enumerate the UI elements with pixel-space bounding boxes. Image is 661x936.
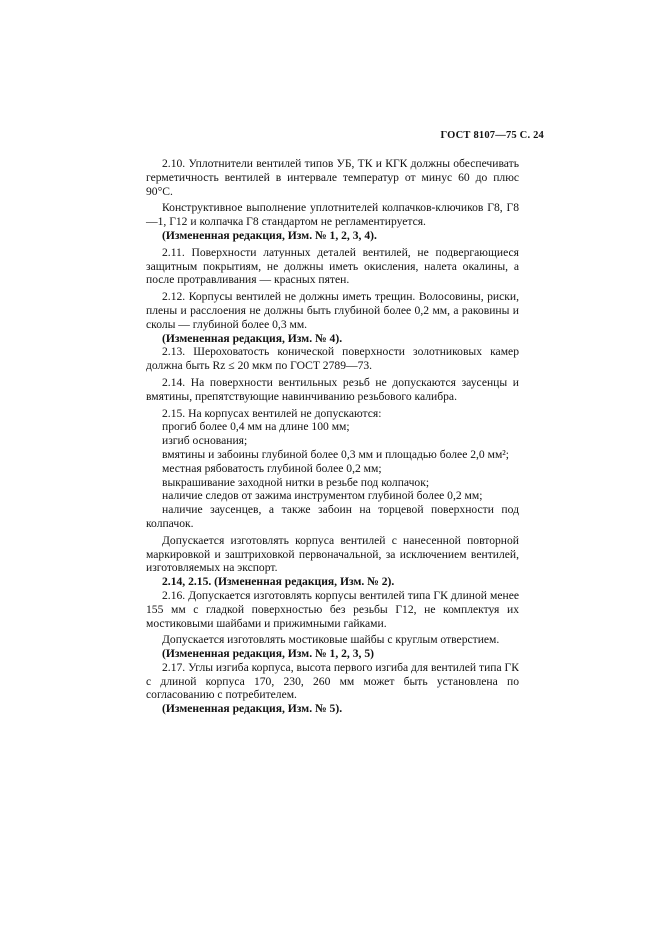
paragraph: Допускается изготовлять мостиковые шайбы с круглым отверстием. bbox=[162, 633, 500, 647]
list-item: вмятины и забоины глубиной более 0,3 мм и площадью более 2,0 мм²; bbox=[162, 447, 510, 461]
amendment-note: 2.14, 2.15. (Измененная редакция, Изм. № 2). bbox=[162, 575, 395, 589]
amendment-note: (Измененная редакция, Изм. № 1, 2, 3, 5) bbox=[162, 647, 374, 661]
paragraph-2-16: 2.16. Допускается изготовлять корпусы вентилей типа ГК длиной менее 155 мм с гладкой поверхностью без резьбы Г12, не комплектуя их мостиковыми шайбами и прижимными гайками. bbox=[146, 588, 519, 630]
paragraph: Допускается изготовлять корпуса вентилей с нанесенной повторной маркировкой и заштриховкой первоначальной, за исключением вентилей, изготовляемых на экспорт. bbox=[146, 533, 519, 575]
document-body bbox=[146, 157, 519, 716]
list-item: изгиб основания; bbox=[162, 434, 248, 448]
paragraph-2-12: 2.12. Корпусы вентилей не должны иметь трещин. Волосовины, риски, плены и расслоения не должны быть глубиной более 0,2 мм, а раковины и сколы — глубиной более 0,3 мм. bbox=[146, 290, 519, 331]
paragraph-2-14: 2.14. На поверхности вентильных резьб не допускаются заусенцы и вмятины, препятствующие навинчиванию резьбового калибра. bbox=[146, 375, 519, 403]
list-item: наличие следов от зажима инструментом глубиной более 0,2 мм; bbox=[162, 489, 483, 503]
amendment-note: (Измененная редакция, Изм. № 4). bbox=[162, 331, 343, 345]
page-header: ГОСТ 8107—75 С. 24 bbox=[440, 130, 544, 141]
list-item: наличие заусенцев, а также забоин на торцевой поверхности под колпачок. bbox=[146, 503, 519, 530]
list-item: выкрашивание заходной нитки в резьбе под колпачок; bbox=[162, 475, 430, 489]
paragraph-2-10: 2.10. Уплотнители вентилей типов УБ, ТК и КГК должны обеспечивать герметичность вентилей в интервале температур от минус 60 до плюс 90°С. bbox=[146, 157, 519, 198]
list-item: местная рябоватость глубиной более 0,2 мм; bbox=[162, 461, 382, 475]
paragraph-2-15: 2.15. На корпусах вентилей не допускаются: bbox=[162, 406, 382, 420]
amendment-note: (Измененная редакция, Изм. № 5). bbox=[162, 702, 343, 716]
list-item: прогиб более 0,4 мм на длине 100 мм; bbox=[162, 420, 350, 434]
amendment-note: (Измененная редакция, Изм. № 1, 2, 3, 4). bbox=[162, 228, 377, 242]
paragraph-2-13: 2.13. Шероховатость конической поверхности золотниковых камер должна быть Rz ≤ 20 мкм по ГОСТ 2789—73. bbox=[146, 345, 519, 373]
paragraph: Конструктивное выполнение уплотнителей колпачков-ключиков Г8, Г8—1, Г12 и колпачка Г8 стандартом не регламентируется. bbox=[146, 201, 519, 229]
paragraph-2-11: 2.11. Поверхности латунных деталей вентилей, не подвергающиеся защитным покрытиям, не должны иметь окисления, налета окалины, а после протравливания — красных пятен. bbox=[146, 245, 519, 287]
paragraph-2-17: 2.17. Углы изгиба корпуса, высота первого изгиба для вентилей типа ГК с длиной корпуса 170, 230, 260 мм может быть установлена по согласованию с потребителем. bbox=[146, 660, 519, 702]
